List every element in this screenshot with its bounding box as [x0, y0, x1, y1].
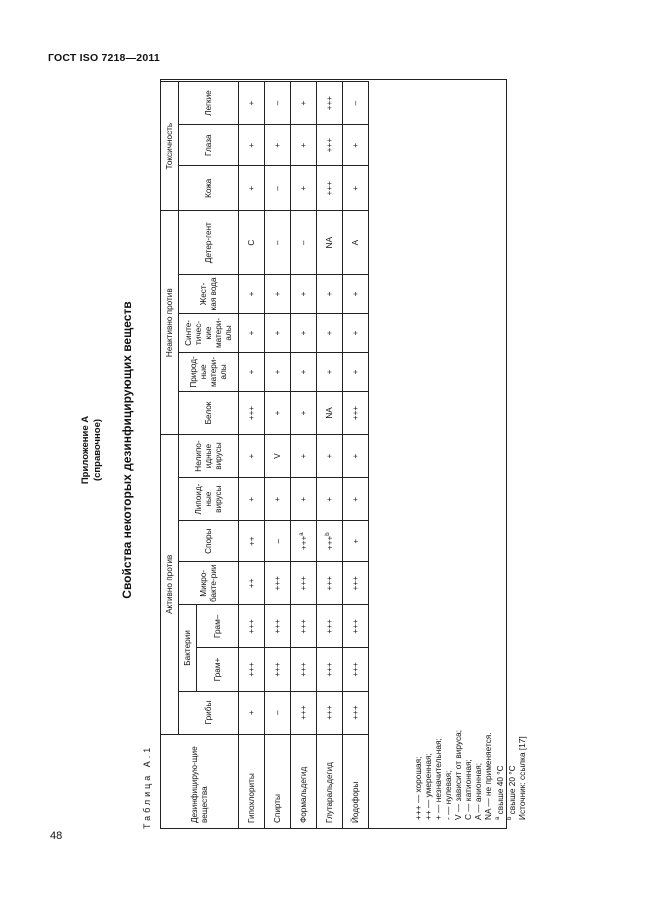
- header-substance: Дезинфицирую-щие вещества: [161, 734, 239, 828]
- appendix-title: Приложение А: [80, 415, 91, 485]
- table-row: [343, 82, 369, 829]
- cell-hard-water: +: [291, 274, 317, 313]
- cell-gram-positive: +++: [239, 648, 265, 691]
- header-spores: Споры: [179, 521, 239, 562]
- cell-gram-negative: +++: [343, 605, 369, 648]
- footnote-b: [505, 730, 517, 820]
- footnote-mark: b: [506, 816, 513, 820]
- cell-gram-negative: +++: [239, 605, 265, 648]
- cell-synthetic-materials: +: [291, 313, 317, 352]
- cell-gram-positive: +++: [343, 648, 369, 691]
- cell-detergent: NA: [317, 211, 343, 275]
- legend-line: NA — не применяется.: [483, 732, 493, 820]
- cell-mycobacteria: ++: [239, 562, 265, 605]
- header-eyes: Глаза: [179, 125, 239, 166]
- cell-detergent: –: [291, 211, 317, 275]
- cell-protein: NA: [317, 391, 343, 434]
- table-title: Свойства некоторых дезинфицирующих веществ: [120, 301, 134, 599]
- cell-gram-negative: +++: [317, 605, 343, 648]
- cell-skin: +: [343, 166, 369, 211]
- substance-name: Спирты: [265, 734, 291, 828]
- cell-lungs: +++: [317, 82, 343, 125]
- cell-lungs: +: [291, 82, 317, 125]
- header-natural-materials: Природ-ные матери-алы: [179, 352, 239, 391]
- cell-eyes: +++: [317, 125, 343, 166]
- table-row: [291, 82, 317, 829]
- legend-line: A — анионная;: [473, 762, 483, 820]
- cell-gram-positive: +++: [291, 648, 317, 691]
- footnote-text: свыше 20 °С: [506, 765, 517, 815]
- cell-hard-water: +: [239, 274, 265, 313]
- cell-spores: [317, 521, 343, 562]
- cell-protein: +++: [239, 391, 265, 434]
- cell-natural-materials: +: [343, 352, 369, 391]
- header-lipid-viruses: Липоид-ные вирусы: [179, 478, 239, 521]
- cell-eyes: +: [291, 125, 317, 166]
- header-lungs: Легкие: [179, 82, 239, 125]
- cell-natural-materials: +: [291, 352, 317, 391]
- cell-spores-footnote: b: [325, 532, 332, 536]
- header-protein: Белок: [179, 391, 239, 434]
- disinfectant-properties-table: [160, 81, 369, 829]
- cell-hard-water: +: [265, 274, 291, 313]
- cell-synthetic-materials: +: [317, 313, 343, 352]
- header-mycobacteria: Микро-бакте-рии: [179, 562, 239, 605]
- cell-fungi: +++: [317, 691, 343, 734]
- cell-lungs: –: [265, 82, 291, 125]
- cell-gram-positive: +++: [265, 648, 291, 691]
- cell-natural-materials: +: [239, 352, 265, 391]
- substance-name: Формальдегид: [291, 734, 317, 828]
- cell-fungi: –: [265, 691, 291, 734]
- header-synthetic-materials: Синте-тичес-кие матери-алы: [179, 313, 239, 352]
- legend-line: +++ — хорошая;: [413, 756, 423, 820]
- cell-eyes: +: [343, 125, 369, 166]
- table-row: [239, 82, 265, 829]
- legend-line: ++ — умеренная;: [423, 753, 433, 820]
- cell-mycobacteria: +++: [317, 562, 343, 605]
- cell-detergent: A: [343, 211, 369, 275]
- cell-gram-negative: +++: [291, 605, 317, 648]
- cell-lipid-viruses: +: [343, 478, 369, 521]
- cell-spores-value: +: [351, 538, 361, 544]
- cell-nonlipid-viruses: +: [317, 435, 343, 478]
- cell-synthetic-materials: +: [343, 313, 369, 352]
- standard-header: ГОСТ ISO 7218—2011: [48, 52, 160, 64]
- cell-spores-value: –: [273, 538, 283, 544]
- legend-line: C — катионная;: [463, 759, 473, 820]
- substance-name: Йодофоры: [343, 734, 369, 828]
- table-frame: [160, 79, 527, 829]
- cell-synthetic-materials: +: [265, 313, 291, 352]
- header-skin: Кожа: [179, 166, 239, 211]
- header-inactive-against: Неактивно против: [161, 211, 179, 435]
- legend-line: + — незначительная;: [433, 738, 443, 820]
- table-label: Таблица А.1: [142, 744, 152, 829]
- cell-skin: +: [291, 166, 317, 211]
- cell-nonlipid-viruses: +: [343, 435, 369, 478]
- cell-detergent: C: [239, 211, 265, 275]
- cell-eyes: +: [265, 125, 291, 166]
- cell-nonlipid-viruses: +: [239, 435, 265, 478]
- cell-spores-footnote: a: [299, 532, 306, 536]
- cell-nonlipid-viruses: V: [265, 435, 291, 478]
- cell-natural-materials: +: [265, 352, 291, 391]
- cell-spores: [265, 521, 291, 562]
- cell-eyes: +: [239, 125, 265, 166]
- cell-lungs: +: [239, 82, 265, 125]
- cell-skin: +: [239, 166, 265, 211]
- cell-mycobacteria: +++: [291, 562, 317, 605]
- header-active-against: Активно против: [161, 435, 179, 735]
- cell-protein: +++: [343, 391, 369, 434]
- cell-spores: [291, 521, 317, 562]
- cell-lipid-viruses: +: [265, 478, 291, 521]
- cell-hard-water: +: [317, 274, 343, 313]
- cell-nonlipid-viruses: +: [291, 435, 317, 478]
- cell-detergent: –: [265, 211, 291, 275]
- cell-mycobacteria: +++: [343, 562, 369, 605]
- cell-spores: [343, 521, 369, 562]
- cell-skin: –: [265, 166, 291, 211]
- legend-line: - — нулевая;: [443, 770, 453, 820]
- footnote-a: [493, 730, 505, 820]
- cell-lipid-viruses: +: [239, 478, 265, 521]
- cell-mycobacteria: +++: [265, 562, 291, 605]
- header-bacteria: Бактерии: [179, 605, 197, 691]
- cell-lipid-viruses: +: [291, 478, 317, 521]
- header-detergent: Детер-гент: [179, 211, 239, 275]
- legend-line: V — зависит от вируса;: [453, 729, 463, 820]
- header-toxicity: Токсичность: [161, 82, 179, 211]
- cell-gram-positive: +++: [317, 648, 343, 691]
- header-nonlipid-viruses: Нелипо-идные вирусы: [179, 435, 239, 478]
- footnote-text: свыше 40 °С: [494, 765, 505, 815]
- cell-gram-negative: +++: [265, 605, 291, 648]
- page-number: 48: [50, 830, 63, 842]
- header-fungi: Грибы: [179, 691, 239, 734]
- cell-lipid-viruses: +: [317, 478, 343, 521]
- table-row: [317, 82, 343, 829]
- cell-lungs: –: [343, 82, 369, 125]
- appendix-subtitle: (справочное): [92, 418, 103, 482]
- appendix-heading: [80, 65, 104, 835]
- rotated-page-content: [80, 65, 527, 835]
- cell-fungi: +++: [291, 691, 317, 734]
- substance-name: Гипохлориты: [239, 734, 265, 828]
- substance-name: Глутаральдегид: [317, 734, 343, 828]
- cell-fungi: +++: [343, 691, 369, 734]
- header-gram-positive: Грам+: [197, 648, 239, 691]
- cell-spores: [239, 521, 265, 562]
- cell-skin: +++: [317, 166, 343, 211]
- cell-spores-value: +++: [325, 535, 335, 551]
- header-hard-water: Жест-кая вода: [179, 274, 239, 313]
- header-gram-negative: Грам–: [197, 605, 239, 648]
- cell-spores-value: +++: [299, 535, 309, 551]
- source-reference: Источник: ссылка [17]: [516, 736, 527, 820]
- table-notes: [413, 730, 527, 820]
- table-row: [265, 82, 291, 829]
- cell-protein: +: [265, 391, 291, 434]
- cell-fungi: +: [239, 691, 265, 734]
- cell-spores-value: ++: [247, 536, 257, 547]
- footnote-mark: a: [495, 816, 501, 820]
- cell-natural-materials: +: [317, 352, 343, 391]
- cell-synthetic-materials: +: [239, 313, 265, 352]
- cell-protein: +: [291, 391, 317, 434]
- cell-hard-water: +: [343, 274, 369, 313]
